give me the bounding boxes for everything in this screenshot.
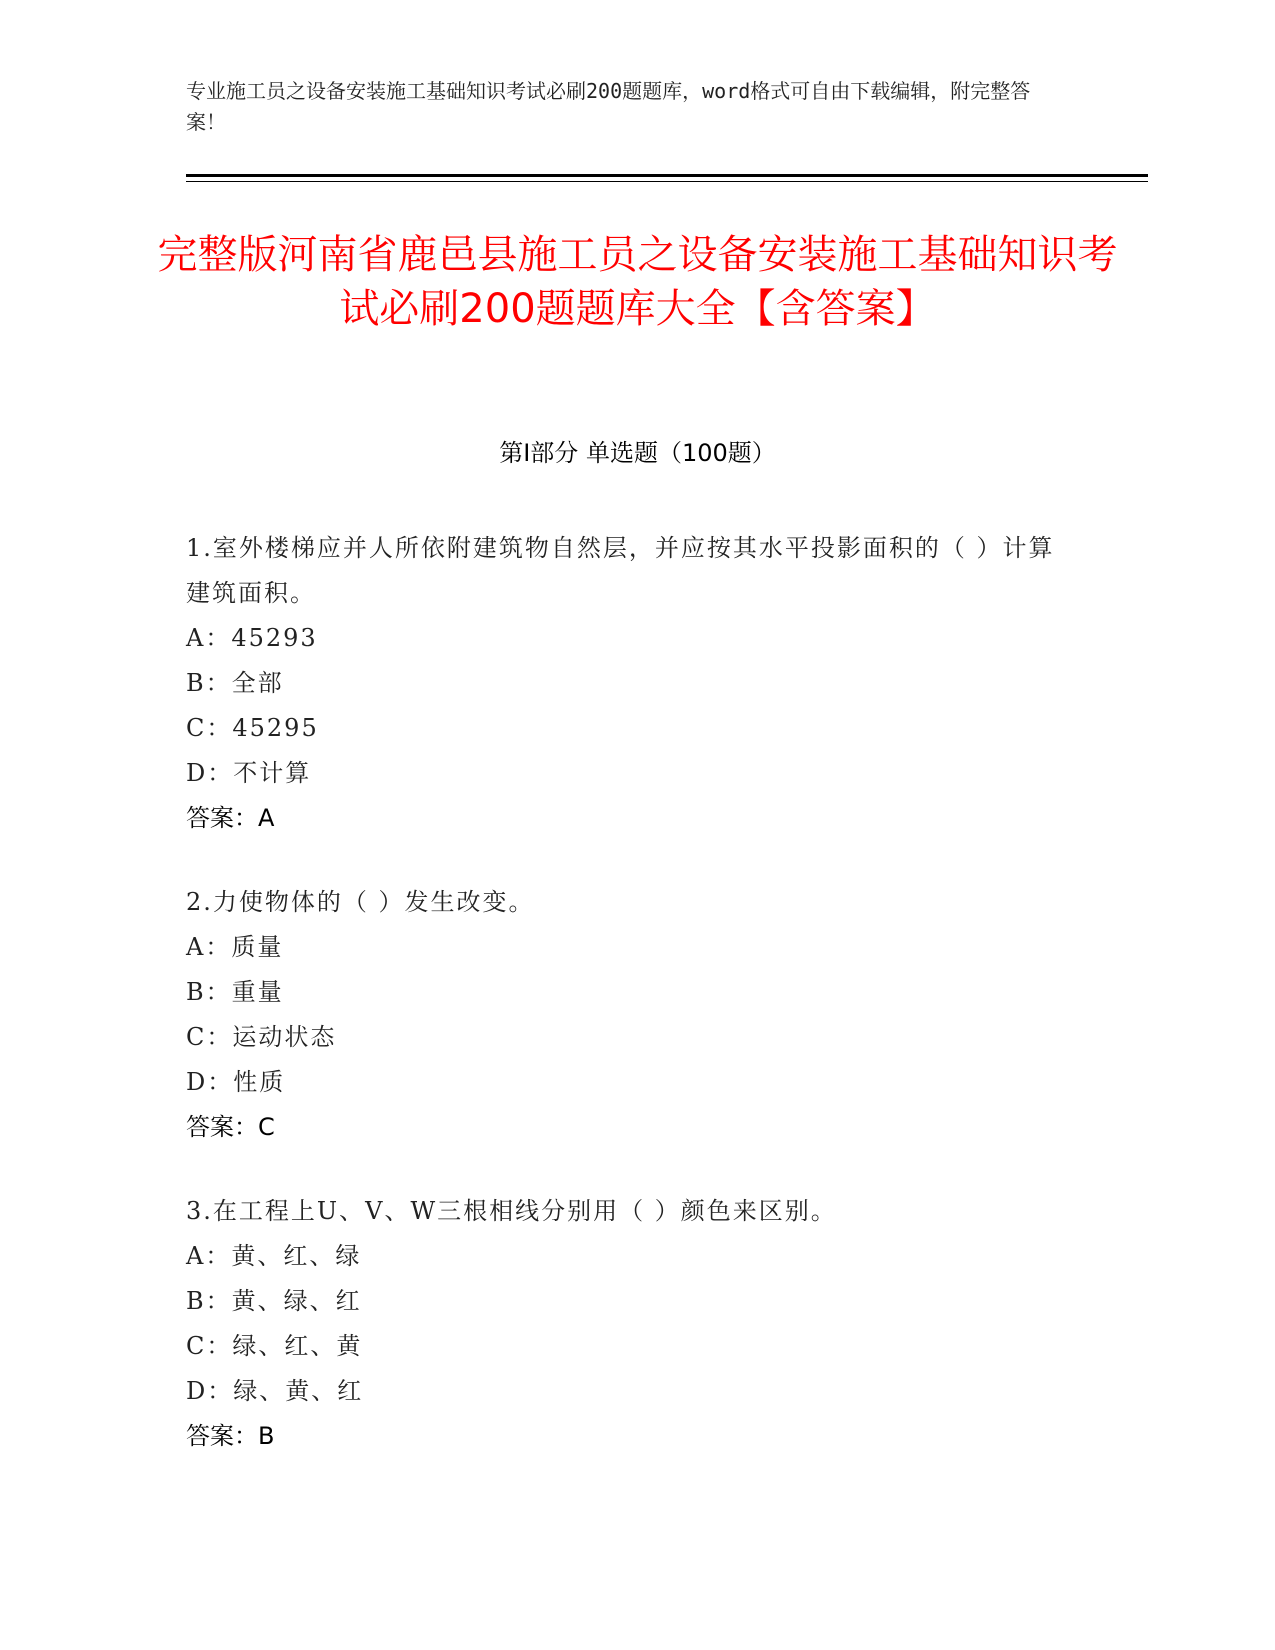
option-a: A：黄、红、绿 bbox=[186, 1242, 362, 1270]
question-stem: 2.力使物体的（ ）发生改变。 bbox=[186, 888, 535, 916]
header-divider-thick bbox=[186, 174, 1148, 177]
answer-line: 答案：A bbox=[186, 804, 275, 832]
option-c: C：绿、红、黄 bbox=[186, 1332, 363, 1360]
option-b: B：黄、绿、红 bbox=[186, 1287, 362, 1315]
option-d: D：不计算 bbox=[186, 759, 312, 787]
option-c: C：运动状态 bbox=[186, 1023, 337, 1051]
question-list bbox=[186, 526, 1076, 1498]
header-note: 专业施工员之设备安装施工基础知识考试必刷200题题库，word格式可自由下载编辑，附完整答案！ bbox=[186, 79, 1031, 134]
header-divider-thin bbox=[186, 181, 1148, 182]
option-a: A：质量 bbox=[186, 933, 284, 961]
option-b: B：全部 bbox=[186, 669, 284, 697]
question-item bbox=[186, 880, 1076, 1150]
answer-line: 答案：B bbox=[186, 1422, 275, 1450]
question-stem: 3.在工程上U、V、W三根相线分别用（ ）颜色来区别。 bbox=[186, 1197, 837, 1225]
option-d: D：性质 bbox=[186, 1068, 286, 1096]
section-heading: 第Ⅰ部分 单选题（100题） bbox=[499, 439, 776, 467]
question-item bbox=[186, 1189, 1076, 1459]
question-stem: 1.室外楼梯应并人所依附建筑物自然层，并应按其水平投影面积的（ ）计算建筑面积。 bbox=[186, 534, 1055, 607]
option-c: C：45295 bbox=[186, 714, 319, 742]
option-a: A：45293 bbox=[186, 624, 318, 652]
answer-line: 答案：C bbox=[186, 1113, 275, 1141]
option-d: D：绿、黄、红 bbox=[186, 1377, 364, 1405]
option-b: B：重量 bbox=[186, 978, 284, 1006]
document-title: 完整版河南省鹿邑县施工员之设备安装施工基础知识考试必刷200题题库大全【含答案】 bbox=[157, 232, 1118, 332]
question-item bbox=[186, 526, 1076, 841]
